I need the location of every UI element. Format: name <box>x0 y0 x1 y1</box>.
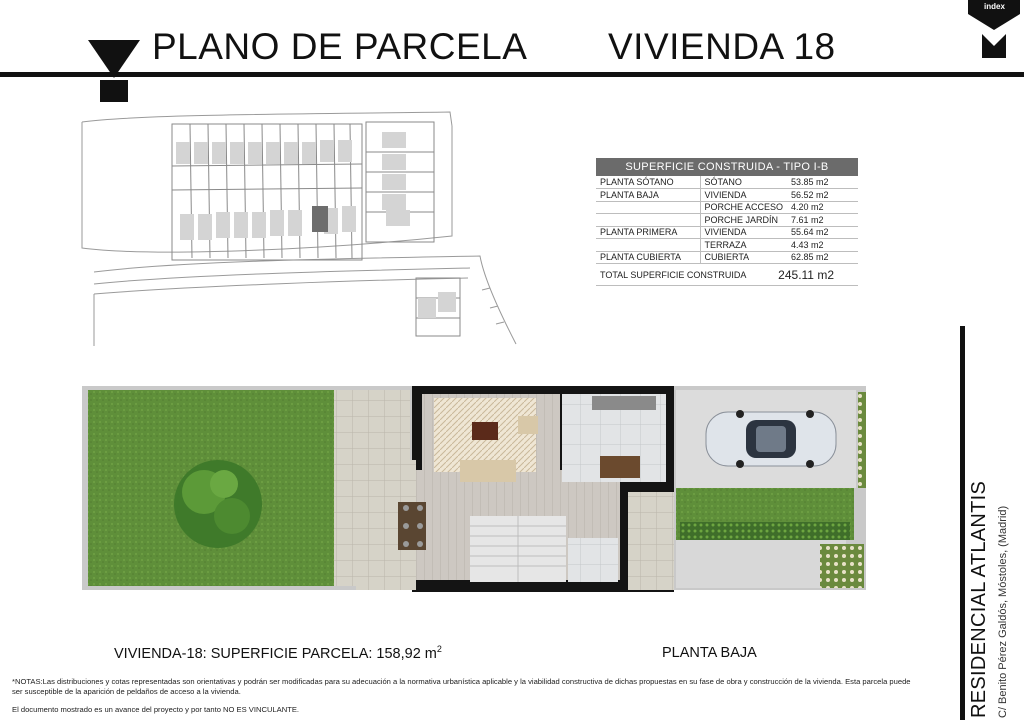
surface-total-value: 245.11 m2 <box>778 267 834 282</box>
row-item: VIVIENDA <box>700 226 787 239</box>
site-plan <box>80 108 520 348</box>
table-row <box>596 251 858 264</box>
row-item: PORCHE ACCESO <box>700 201 787 214</box>
row-item: PORCHE JARDÍN <box>700 214 787 227</box>
table-row <box>596 201 858 214</box>
parcel-area-unit-exponent: 2 <box>436 644 442 654</box>
floor-plan <box>80 384 870 594</box>
side-caption <box>968 481 1009 718</box>
table-row <box>596 226 858 239</box>
table-row <box>596 176 858 189</box>
row-group: PLANTA PRIMERA <box>596 226 700 239</box>
side-divider <box>960 326 965 720</box>
row-group <box>596 214 700 227</box>
surface-table-body <box>596 176 858 264</box>
row-item: SÓTANO <box>700 176 787 189</box>
row-value: 53.85 m2 <box>787 176 858 189</box>
row-item: CUBIERTA <box>700 251 787 264</box>
row-item: TERRAZA <box>700 239 787 252</box>
surface-table <box>596 158 858 286</box>
floor-label: PLANTA BAJA <box>662 645 757 661</box>
row-item: VIVIENDA <box>700 189 787 202</box>
brand-wordmark: index <box>984 2 1005 11</box>
row-value: 62.85 m2 <box>787 251 858 264</box>
project-address: C/ Benito Pérez Galdós, Móstoles, (Madrid) <box>997 505 1009 718</box>
surface-total <box>596 264 858 286</box>
parcel-area <box>114 644 442 662</box>
project-name: RESIDENCIAL ATLANTIS <box>968 480 990 718</box>
table-row <box>596 189 858 202</box>
row-group <box>596 239 700 252</box>
notes-text: *NOTAS:Las distribuciones y cotas representadas son orientativas y podrán ser modificadas para su adecuación a la normativa urbanística aplicable y la viabilidad constructiva de dichas propuestas en su fase de obra y construcción de la vivienda. Esta parcela puede ser susceptible de la aparición de peldaños de acceso a la vivienda. <box>12 677 911 696</box>
row-group: PLANTA SÓTANO <box>596 176 700 189</box>
surface-table-heading: SUPERFICIE CONSTRUIDA - TIPO I-B <box>596 158 858 176</box>
row-value: 4.20 m2 <box>787 201 858 214</box>
row-value: 4.43 m2 <box>787 239 858 252</box>
row-value: 56.52 m2 <box>787 189 858 202</box>
row-group: PLANTA BAJA <box>596 189 700 202</box>
row-value: 55.64 m2 <box>787 226 858 239</box>
brand-logo-right <box>968 0 1020 62</box>
row-group <box>596 201 700 214</box>
unit-title: VIVIENDA 18 <box>608 26 836 67</box>
surface-total-label: TOTAL SUPERFICIE CONSTRUIDA <box>600 269 747 280</box>
page-title: PLANO DE PARCELA <box>152 26 528 67</box>
table-row <box>596 214 858 227</box>
table-row <box>596 239 858 252</box>
row-value: 7.61 m2 <box>787 214 858 227</box>
header-divider <box>0 72 1024 77</box>
row-group: PLANTA CUBIERTA <box>596 251 700 264</box>
parcel-area-text: VIVIENDA-18: SUPERFICIE PARCELA: 158,92 m <box>114 645 437 662</box>
disclaimer-text: El documento mostrado es un avance del proyecto y por tanto NO ES VINCULANTE. <box>12 705 300 714</box>
